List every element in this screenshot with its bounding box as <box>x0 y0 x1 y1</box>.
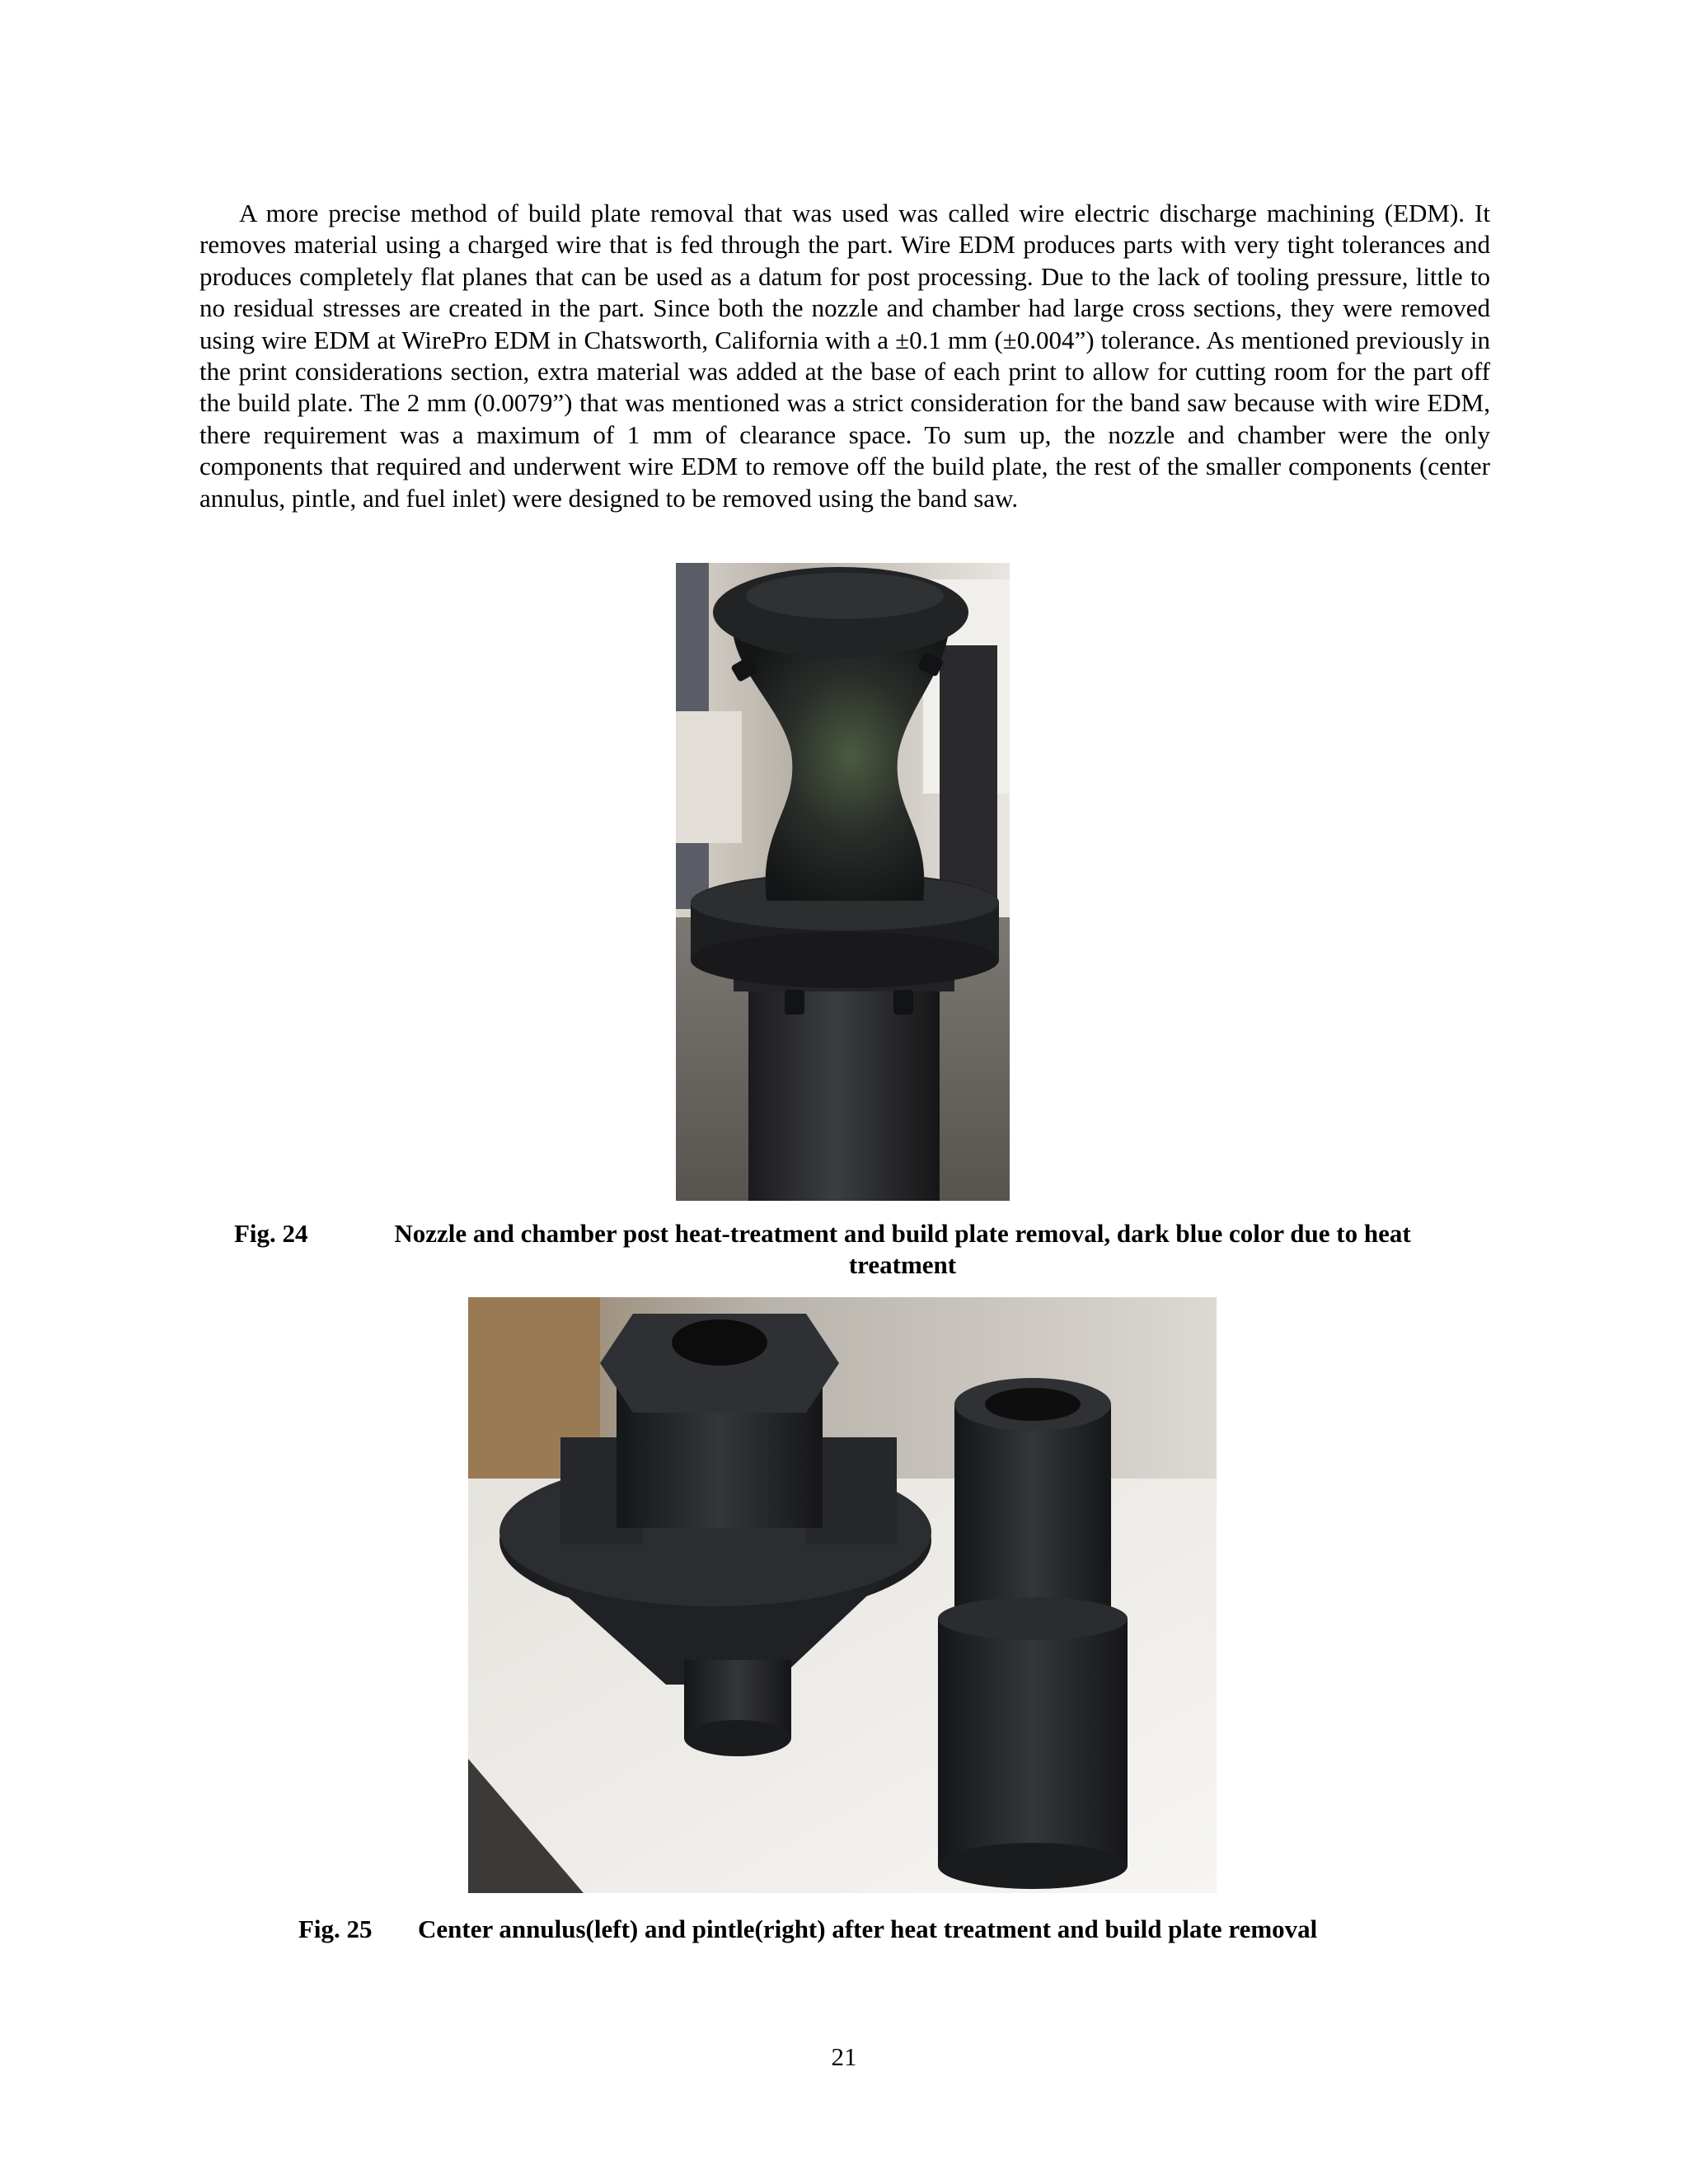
nozzle-chamber-image <box>676 563 1010 1201</box>
fig24-photo <box>676 563 1010 1201</box>
fig24-label: Fig. 24 <box>234 1219 308 1248</box>
fig24-caption-text: Nozzle and chamber post heat-treatment and build plate removal, dark blue color due to heat treatment <box>394 1219 1411 1279</box>
page-number: 21 <box>831 2042 857 2071</box>
body-paragraph: A more precise method of build plate removal that was used was called wire electric discharge machining (EDM). It removes material using a charged wire that is fed through the part. Wire EDM produces parts with very tight tolerances and produces completely flat planes that can be used as a datum for post processing. Due to the lack of tooling pressure, little to no residual stresses are created in the part. Since both the nozzle and chamber had large cross sections, they were removed using wire EDM at WirePro EDM in Chatsworth, California with a ±0.1 mm (±0.004”) tolerance. As mentioned previously in the print considerations section, extra material was added at the base of each print to allow for cutting room for the part off the build plate. The 2 mm (0.0079”) that was mentioned was a strict consideration for the band saw because with wire EDM, there requirement was a maximum of 1 mm of clearance space. To sum up, the nozzle and chamber were the only components that required and underwent wire EDM to remove off the build plate, the rest of the smaller components (center annulus, pintle, and fuel inlet) were designed to be removed using the band saw. <box>199 199 1490 513</box>
annulus-pintle-image <box>468 1297 1217 1893</box>
fig25-photo <box>468 1297 1217 1893</box>
fig25-label: Fig. 25 <box>298 1915 373 1943</box>
fig25-caption-text: Center annulus(left) and pintle(right) after heat treatment and build plate removal <box>418 1915 1318 1943</box>
